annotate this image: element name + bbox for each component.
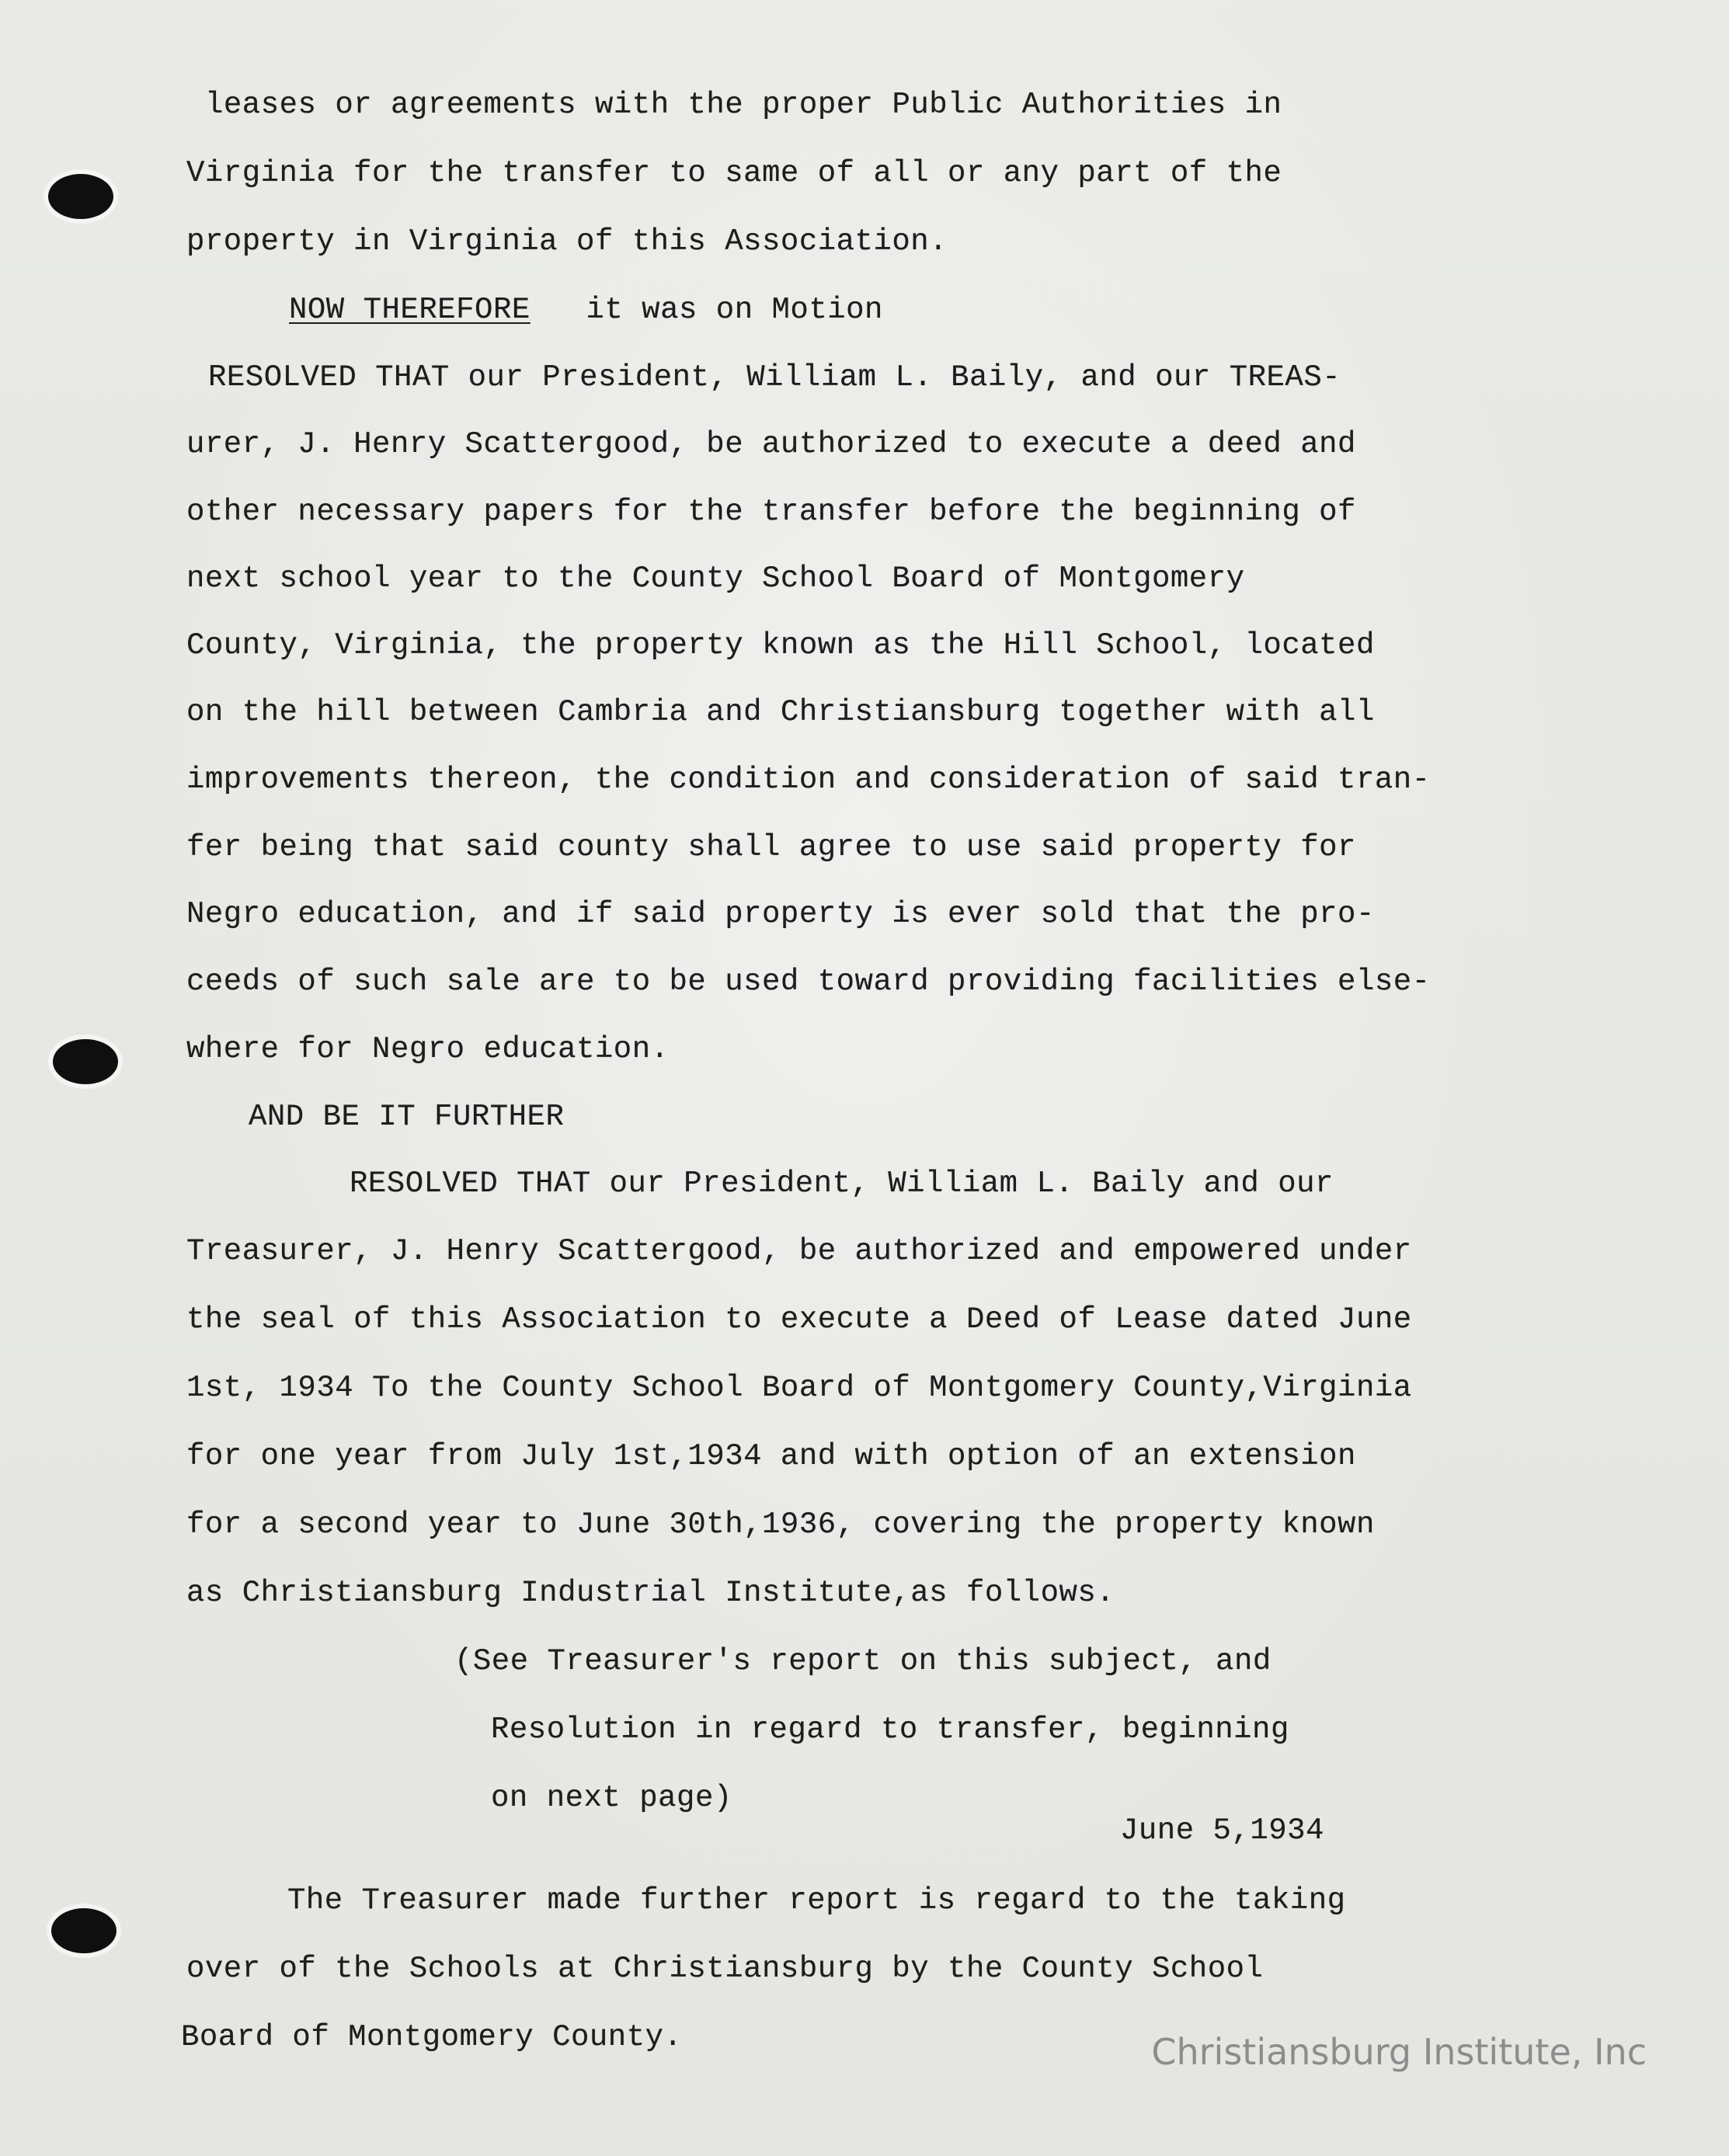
text-line-3: property in Virginia of this Association.: [186, 224, 948, 259]
text-line-1: leases or agreements with the proper Public Authorities in: [205, 88, 1282, 122]
now-therefore-heading: NOW THEREFORE: [289, 293, 531, 327]
text-line-20: 1st, 1934 To the County School Board of Montgomery County,Virginia: [186, 1371, 1412, 1405]
text-line-22: for a second year to June 30th,1936, covering the property known: [186, 1507, 1375, 1542]
text-line-8: next school year to the County School Board of Montgomery: [186, 562, 1245, 596]
text-line-28: over of the Schools at Christiansburg by the County School: [186, 1952, 1264, 1986]
text-line-16: AND BE IT FURTHER: [249, 1100, 565, 1134]
note-line-1: (See Treasurer's report on this subject, and: [454, 1644, 1272, 1678]
text-line-29: Board of Montgomery County.: [181, 2020, 683, 2054]
text-line-10: on the hill between Cambria and Christiansburg together with all: [186, 695, 1375, 729]
text-line-17: RESOLVED THAT our President, William L. Baily and our: [350, 1167, 1334, 1201]
text-line-2: Virginia for the transfer to same of all or any part of the: [186, 156, 1282, 190]
text-line-5: RESOLVED THAT our President, William L. Baily, and our TREAS-: [208, 360, 1341, 395]
text-line-6: urer, J. Henry Scattergood, be authorized to execute a deed and: [186, 427, 1356, 461]
punch-hole-bottom: [51, 1908, 117, 1953]
text-line-21: for one year from July 1st,1934 and with option of an extension: [186, 1439, 1356, 1473]
text-line-9: County, Virginia, the property known as the Hill School, located: [186, 628, 1375, 662]
text-line-13: Negro education, and if said property is ever sold that the pro-: [186, 897, 1375, 931]
text-line-11: improvements thereon, the condition and consideration of said tran-: [186, 763, 1431, 797]
punch-hole-middle: [53, 1039, 118, 1084]
date-stamp: June 5,1934: [1120, 1813, 1324, 1848]
watermark-text: Christiansburg Institute, Inc: [1151, 2031, 1647, 2073]
text-line-15: where for Negro education.: [186, 1032, 670, 1066]
text-line-23: as Christiansburg Industrial Institute,as follows.: [186, 1576, 1115, 1610]
now-therefore-rest: it was on Motion: [586, 293, 883, 327]
text-line-19: the seal of this Association to execute a Deed of Lease dated June: [186, 1302, 1412, 1337]
text-line-12: fer being that said county shall agree to use said property for: [186, 830, 1356, 864]
punch-hole-top: [48, 174, 113, 219]
text-line-14: ceeds of such sale are to be used toward providing facilities else-: [186, 965, 1431, 999]
note-line-2: Resolution in regard to transfer, beginning: [491, 1713, 1289, 1747]
text-line-18: Treasurer, J. Henry Scattergood, be authorized and empowered under: [186, 1234, 1412, 1268]
note-line-3: on next page): [491, 1781, 732, 1815]
text-line-27: The Treasurer made further report is regard to the taking: [287, 1883, 1346, 1918]
text-line-7: other necessary papers for the transfer before the beginning of: [186, 495, 1356, 529]
text-line-4: [289, 295, 883, 325]
